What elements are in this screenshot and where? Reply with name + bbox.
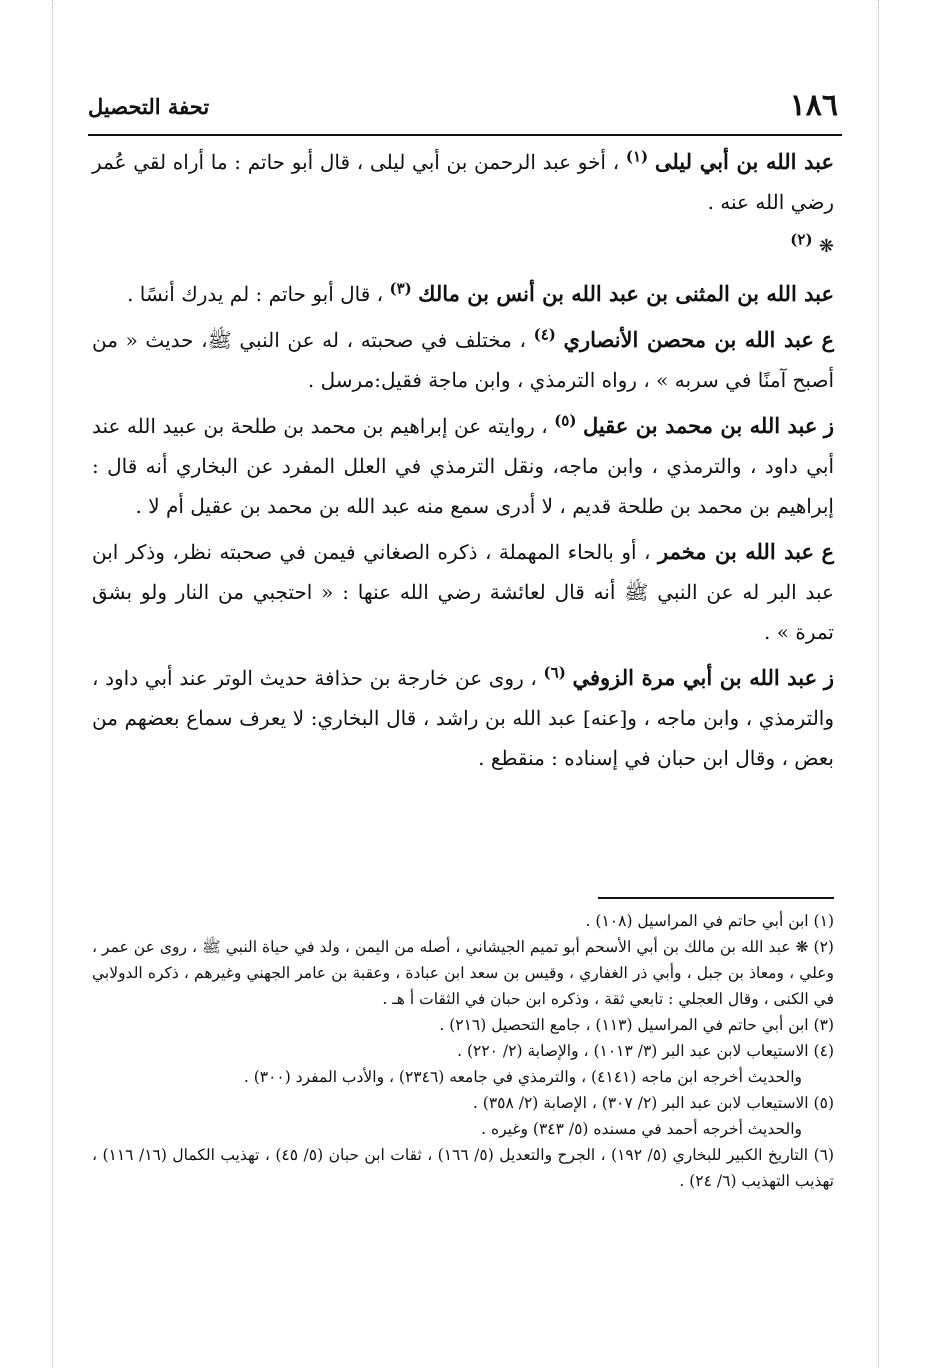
footnote: [92, 908, 834, 934]
header-rule: [88, 134, 842, 136]
source-code: ز: [823, 413, 835, 438]
footnote-ref: (٥): [554, 411, 577, 430]
entry-name: عبد الله بن المثنى بن عبد الله بن أنس بن مالك: [418, 281, 834, 306]
footnote-ref: (٤): [533, 325, 556, 344]
entry: [92, 532, 834, 652]
footnote-text: ❋ عبد الله بن مالك بن أبي الأسحم أبو تميم الجيشاني ، أصله من اليمن ، ولد في حياة النبي ﷺ ، روى عن عمر ، وعلي ، ومعاذ بن جبل ، وأبي ذر الغفاري ، وقيس بن سعد ابن عبادة ، وعقبة بن عامر الجهني وغيرهم ، ذكره الدولابي في الكنى ، وقال العجلي : تابعي ثقة ، وذكره ابن حبان في الثقات أ هـ .: [92, 938, 834, 1008]
footnote-text: التاريخ الكبير للبخاري (٥/ ١٩٢) ، الجرح والتعديل (٥/ ١٦٦) ، ثقات ابن حبان (٥/ ٤٥) ، تهذيب الكمال (١٦/ ١١٦) ، تهذيب التهذيب (٦/ ٢٤) .: [92, 1146, 834, 1190]
page-number: ١٨٦: [789, 88, 838, 123]
entry: [92, 320, 834, 400]
entry-text: ، أخو عبد الرحمن بن أبي ليلى ، قال أبو حاتم : ما أراه لقي عُمر رضي الله عنه .: [92, 150, 834, 214]
entry: [92, 228, 834, 264]
footnote-text: ابن أبي حاتم في المراسيل (١٠٨) .: [585, 912, 809, 930]
footnote-number: (٢): [813, 938, 834, 956]
footnote-number: (٥): [813, 1094, 834, 1112]
entry-text: ، روايته عن إبراهيم بن محمد بن طلحة بن عبيد الله عند أبي داود ، والترمذي ، وابن ماجه، ونقل الترمذي في العلل المفرد عن البخاري أنه قال : إبراهيم بن محمد بن طلحة قديم ، لا أدرى سمع منه عبد الله بن محمد بن عقيل أم لا .: [92, 414, 834, 518]
footnote-text: ابن أبي حاتم في المراسيل (١١٣) ، جامع التحصيل (٢١٦) .: [439, 1016, 809, 1034]
footnote-number: (٦): [813, 1146, 835, 1164]
footnotes: [92, 908, 834, 1194]
source-code: ع: [821, 539, 835, 564]
footnote-ref: (٣): [389, 279, 412, 298]
footnote: [92, 1142, 834, 1194]
asterism-icon: ❋: [818, 236, 834, 257]
footnote-text: الاستيعاب لابن عبد البر (٣/ ١٠١٣) ، والإصابة (٢/ ٢٢٠) .: [457, 1042, 809, 1060]
source-code: ع: [821, 327, 835, 352]
entry: [92, 274, 834, 314]
footnote-number: (٤): [813, 1042, 834, 1060]
entry: [92, 406, 834, 526]
scan-margin-guide: [52, 0, 53, 1368]
entry-name: عبد الله بن أبي مرة الزوفي: [572, 665, 818, 690]
footnote: [92, 1012, 834, 1038]
running-title: تحفة التحصيل: [88, 94, 210, 119]
source-code: ز: [823, 665, 834, 690]
footnote-rule: [598, 897, 834, 899]
footnote: [92, 1090, 834, 1116]
footnote-text: الاستيعاب لابن عبد البر (٢/ ٣٠٧) ، الإصابة (٢/ ٣٥٨) .: [472, 1094, 809, 1112]
footnote-ref: (٦): [543, 663, 566, 682]
entry: [92, 658, 834, 778]
footnote-text: والحديث أخرجه أحمد في مسنده (٥/ ٣٤٣) وغيره .: [481, 1120, 802, 1138]
footnote-ref: (١): [625, 147, 649, 166]
scan-margin-guide: [878, 0, 879, 1368]
footnote-ref: (٢): [790, 230, 813, 249]
footnote: [92, 1038, 834, 1064]
footnote-continuation: [92, 1064, 834, 1090]
footnote-number: (١): [813, 912, 834, 930]
footnote-continuation: [92, 1116, 834, 1142]
entry-text: ، مختلف في صحبته ، له عن النبي ﷺ، حديث « من أصبح آمنًا في سربه » ، رواه الترمذي ، وابن ماجة فقيل:مرسل .: [92, 328, 834, 392]
footnote-text: والحديث أخرجه ابن ماجه (٤١٤١) ، والترمذي في جامعه (٢٣٤٦) ، والأدب المفرد (٣٠٠) .: [243, 1068, 802, 1086]
page-header: [88, 86, 838, 132]
main-text: [92, 142, 834, 784]
entry-text: ، قال أبو حاتم : لم يدرك أنسًا .: [127, 282, 384, 306]
entry-name: عبد الله بن محمد بن عقيل: [582, 413, 818, 438]
footnote: [92, 934, 834, 1012]
entry-name: عبد الله بن محصن الأنصاري: [563, 327, 814, 352]
entry: [92, 142, 834, 222]
entry-name: عبد الله بن مخمر: [658, 539, 814, 564]
entry-text: ، أو بالحاء المهملة ، ذكره الصغاني فيمن في صحبته نظر، وذكر ابن عبد البر له عن النبي ﷺ أنه قال لعائشة رضي الله عنها : « احتجبي من النار ولو بشق تمرة » .: [92, 540, 834, 644]
footnote-number: (٣): [813, 1016, 834, 1034]
entry-name: عبد الله بن أبي ليلى: [654, 149, 834, 174]
entry-text: ، روى عن خارجة بن حذافة حديث الوتر عند أبي داود ، والترمذي ، وابن ماجه ، و[عنه] عبد الله بن راشد ، قال البخاري: لا يعرف سماع بعضهم من بعض ، وقال ابن حبان في إسناده : منقطع .: [92, 666, 834, 770]
